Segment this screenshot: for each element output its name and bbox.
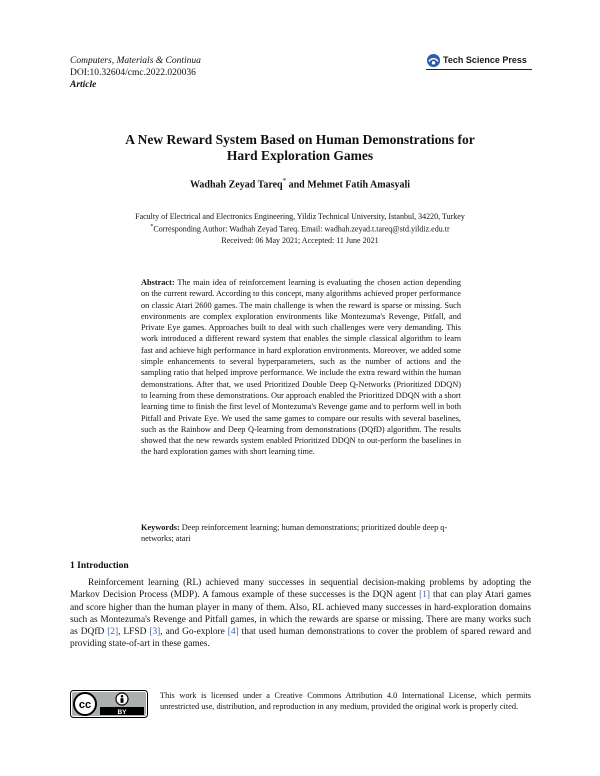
- citation-link[interactable]: [1]: [419, 590, 431, 601]
- logo-underline: [426, 69, 532, 70]
- corresponding-author-text: Corresponding Author: Wadhah Zeyad Tareq. Email: wadhah.zeyad.t.tareq@std.yildiz.edu.tr: [153, 224, 450, 234]
- article-type: Article: [70, 80, 97, 90]
- journal-name: Computers, Materials & Continua: [70, 56, 201, 66]
- intro-text-1: Reinforcement learning (RL) achieved many successes in sequential decision-making problems by adopting the Markov Decision Process (MDP). A famous example of these successes is the DQN agent: [70, 578, 531, 601]
- doi[interactable]: DOI:10.32604/cmc.2022.020036: [70, 68, 196, 78]
- publisher-name: Tech Science Press: [443, 55, 527, 65]
- license-text: This work is licensed under a Creative Commons Attribution 4.0 International License, which permits unrestricted use, distribution, and reproduction in any medium, provided the original work is properly cited.: [160, 691, 531, 711]
- abstract-label: Abstract:: [141, 278, 175, 287]
- cc-by-label: BY: [117, 709, 127, 716]
- author-1: Wadhah Zeyad Tareq: [189, 179, 283, 191]
- intro-text-5: that used human demonstrations to cover the problem of spared reward and providing state-of-art in these games.: [70, 627, 532, 650]
- author-list: [60, 177, 540, 190]
- keywords-text: Deep reinforcement learning; human demonstrations; prioritized double deep q-networks; atari: [141, 523, 448, 544]
- abstract-text: The main idea of reinforcement learning is evaluating the chosen action depending on the current reward. According to this concept, many algorithms achieved proper performance on classic Atari 2600 games. The main challenge is when the reward is sparse or missing. Such environments are complex exploration environments like Montezuma's Revenge, Pitfall, and Private Eye games. Approaches built to deal with such challenges were very demanding. This work introduced a different reward system that enables the simple classical algorithm to learn fast and achieve high performance in hard exploration environments. Moreover, we added some simple enhancements to several hyperparameters, such as the number of actions and the sampling ratio that helped improve performance. We include the extra reward within the human demonstrations. After that, we used Prioritized Double Deep Q-Networks (Prioritized DDQN) to learning from these demonstrations. Our approach enabled the Prioritized DDQN with a short learning time to finish the first level of Montezuma's Revenge game and to perform well in both Pitfall and Private Eye. We used the same games to compare our results with several baselines, such as the Rainbow and Deep Q-learning from demonstrations (DQfD) algorithm. The results showed that the new rewards system enabled Prioritized DDQN to out-perform the baselines in the hard exploration games with short learning time.: [141, 278, 461, 457]
- citation-link[interactable]: [4]: [227, 627, 239, 638]
- publisher-logo[interactable]: [426, 52, 534, 68]
- journal-header: [70, 55, 201, 91]
- intro-text-2: that can play Atari games and score higher than the human player in many of them. Also, RL achieved many successes in hard-exploration domains such as Montezuma's Revenge and Pitfall games, in which the rewards are sparse or missing. There are many works such as DQfD: [70, 590, 531, 638]
- corresponding-author: [60, 222, 540, 235]
- citation-link[interactable]: [2]: [107, 627, 119, 638]
- title-line-1: A New Reward System Based on Human Demonstrations for: [125, 132, 475, 147]
- citation-link[interactable]: [3]: [149, 627, 161, 638]
- section-heading: 1 Introduction: [70, 561, 129, 571]
- cc-by-license-icon[interactable]: [70, 690, 148, 718]
- introduction-paragraph: [70, 577, 531, 651]
- affiliations: [60, 211, 540, 246]
- corresponding-mark: *: [282, 177, 287, 185]
- keywords-label: Keywords:: [141, 523, 180, 532]
- dates: Received: 06 May 2021; Accepted: 11 June 2021: [221, 235, 379, 245]
- corresponding-note-mark: *: [150, 224, 154, 230]
- author-2: Mehmet Fatih Amasyali: [307, 179, 411, 191]
- paper-title: [60, 132, 540, 164]
- keywords: [141, 522, 461, 545]
- intro-text-4: , and Go-explore: [160, 627, 228, 638]
- svg-text:cc: cc: [78, 699, 92, 711]
- title-line-2: Hard Exploration Games: [226, 148, 374, 163]
- affiliation: Faculty of Electrical and Electronics Engineering, Yildiz Technical University, Istanbul, 34220, Turkey: [135, 212, 465, 221]
- tech-science-press-logo-icon: [426, 53, 441, 68]
- author-separator: and: [286, 179, 308, 191]
- intro-text-3: , LFSD: [118, 627, 150, 638]
- abstract: [141, 277, 461, 458]
